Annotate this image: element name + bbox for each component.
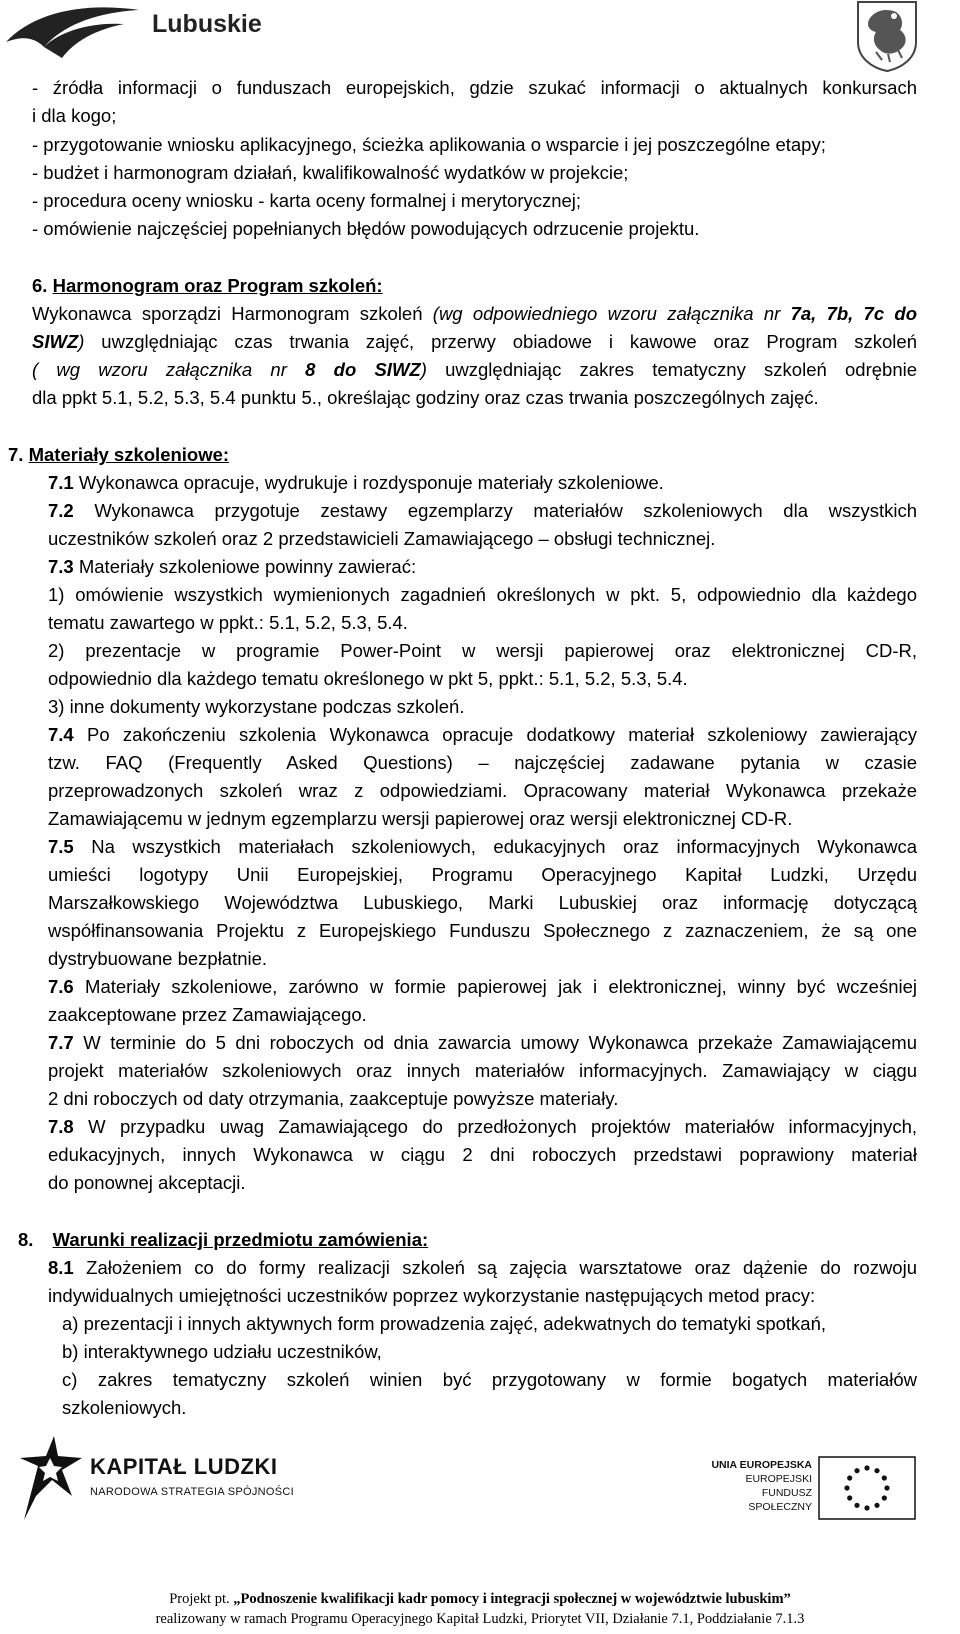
intro-line-1: - źródła informacji o funduszach europejskich, gdzie szukać informacji o aktualnych konkursach	[32, 77, 917, 98]
p7-3-2-line-1: 2) prezentacje w programie Power-Point w wersji papierowej oraz elektronicznej CD-R,	[48, 640, 917, 661]
s6-line-3	[32, 356, 917, 384]
lubuskie-logo	[4, 2, 274, 62]
p7-4-line-1	[48, 721, 917, 749]
text-span: Projekt pt.	[169, 1591, 234, 1607]
text-span: 8 do SIWZ	[305, 359, 421, 380]
kl-title: KAPITAŁ LUDZKI	[90, 1454, 278, 1479]
text-span: ( wg wzoru załącznika nr	[32, 359, 306, 380]
p7-7-line-3: 2 dni roboczych od daty otrzymania, zaakceptuje powyższe materiały.	[48, 1088, 619, 1109]
p7-5-line-4: współfinansowania Projektu z Europejskiego Funduszu Społecznego z zaznaczeniem, że są one	[48, 920, 917, 941]
p8-1-a: a) prezentacji i innych aktywnych form prowadzenia zajęć, adekwatnych do tematyki spotkań,	[62, 1313, 827, 1334]
kapital-ludzki-logo	[16, 1436, 316, 1522]
p8-1-b: b) interaktywnego udziału uczestników,	[62, 1341, 382, 1362]
item-number: 7.5	[48, 836, 74, 857]
s6-line-2	[32, 328, 917, 356]
text-span: „Podnoszenie kwalifikacji kadr pomocy i integracji społecznej w województwie lubuskim”	[233, 1591, 791, 1607]
item-number: 8.1	[48, 1257, 74, 1278]
intro-line-6: - omówienie najczęściej popełnianych błędów powodujących odrzucenie projektu.	[32, 218, 700, 239]
p7-3	[48, 553, 416, 581]
p7-5-line-1	[48, 833, 917, 861]
text-span: W terminie do 5 dni roboczych od dnia zawarcia umowy Wykonawca przekaże Zamawiającemu	[73, 1032, 917, 1053]
s6-line-1	[32, 300, 917, 328]
text-span: Na wszystkich materiałach szkoleniowych, edukacyjnych oraz informacyjnych Wykonawca	[73, 836, 917, 857]
lubuskie-swoosh-icon	[4, 2, 144, 62]
text-span: (wg odpowiedniego wzoru załącznika nr	[432, 303, 791, 324]
p7-4-line-4: Zamawiającemu w jednym egzemplarzu wersji papierowej oraz wersji elektronicznej CD-R.	[48, 808, 793, 829]
eu-line-3: FUNDUSZ SPOŁECZNY	[748, 1487, 812, 1513]
text-span: 7a, 7b, 7c do	[790, 303, 918, 324]
p7-3-2-line-2: odpowiednio dla każdego tematu określonego w pkt 5, ppkt.: 5.1, 5.2, 5.3, 5.4.	[48, 668, 688, 689]
text-span: Wykonawca opracuje, wydrukuje i rozdysponuje materiały szkoleniowe.	[73, 472, 664, 493]
item-number: 7.3	[48, 556, 74, 577]
p7-2-line-2: uczestników szkoleń oraz 2 przedstawicieli Zamawiającego – obsługi technicznej.	[48, 528, 716, 549]
section-7-heading	[8, 441, 229, 469]
eagle-shield-icon	[856, 0, 918, 72]
p7-2-line-1	[48, 497, 917, 525]
p7-4-line-2: tzw. FAQ (Frequently Asked Questions) – najczęściej zadawane pytania w czasie	[48, 752, 917, 773]
project-title-line	[0, 1590, 960, 1608]
intro-line-2: i dla kogo;	[32, 105, 117, 126]
p7-6-line-2: zaakceptowane przez Zamawiającego.	[48, 1004, 367, 1025]
item-number: 7.1	[48, 472, 74, 493]
intro-line-4: - budżet i harmonogram działań, kwalifikowalność wydatków w projekcie;	[32, 162, 629, 183]
eu-logo	[706, 1452, 916, 1516]
p8-1-line-2: indywidualnych umiejętności uczestników poprzez wykorzystanie następujących metod pracy:	[48, 1285, 816, 1306]
text-span: Wykonawca przygotuje zestawy egzemplarzy materiałów szkoleniowych dla wszystkich	[73, 500, 917, 521]
eu-stars-icon	[818, 1456, 916, 1520]
p7-8-line-3: do ponownej akceptacji.	[48, 1172, 246, 1193]
p7-6-line-1	[48, 973, 917, 1001]
p8-1-c-line-2: szkoleniowych.	[62, 1397, 187, 1418]
eu-text	[706, 1458, 812, 1514]
text-span: uwzględniając czas trwania zajęć, przerwy obiadowe i kawowe oraz Program szkoleń	[84, 331, 917, 352]
p7-8-line-1	[48, 1113, 917, 1141]
text-span: )	[420, 359, 427, 380]
item-number: 7.4	[48, 724, 74, 745]
p7-5-line-2: umieści logotypy Unii Europejskiej, Programu Operacyjnego Kapitał Ludzki, Urzędu	[48, 864, 917, 885]
p7-3-1-line-2: tematu zawartego w ppkt.: 5.1, 5.2, 5.3, 5.4.	[48, 612, 408, 633]
text-span: Materiały szkoleniowe, zarówno w formie papierowej jak i elektronicznej, winny być wcześniej	[73, 976, 917, 997]
text-span: Założeniem co do formy realizacji szkoleń są zajęcia warsztatowe oraz dążenie do rozwoju	[73, 1257, 917, 1278]
eu-line-1: UNIA EUROPEJSKA	[711, 1459, 812, 1471]
p7-1	[48, 469, 664, 497]
s6-line-4: dla ppkt 5.1, 5.2, 5.3, 5.4 punktu 5., określając godziny oraz czas trwania poszczególnych zajęć.	[32, 387, 819, 408]
item-number: 7.6	[48, 976, 74, 997]
section-title: Materiały szkoleniowe:	[28, 444, 230, 465]
section-number: 7.	[8, 444, 24, 465]
p8-1-line-1	[48, 1254, 917, 1282]
coat-of-arms	[856, 0, 918, 72]
project-realization-line: realizowany w ramach Programu Operacyjnego Kapitał Ludzki, Priorytet VII, Działanie 7.1, Poddziałanie 7.1.3	[155, 1611, 805, 1627]
p7-5-line-3: Marszałkowskiego Województwa Lubuskiego, Marki Lubuskiej oraz informację dotyczącą	[48, 892, 917, 913]
text-span: Materiały szkoleniowe powinny zawierać:	[73, 556, 417, 577]
text-span: Wykonawca sporządzi Harmonogram szkoleń	[32, 303, 433, 324]
p7-4-line-3: przeprowadzonych szkoleń wraz z odpowiedziami. Opracowany materiał Wykonawca przekaże	[48, 780, 917, 801]
p7-8-line-2: edukacyjnych, innych Wykonawca w ciągu 2 dni roboczych przedstawi poprawiony materiał	[48, 1144, 917, 1165]
section-8-heading	[18, 1226, 428, 1254]
intro-line-3: - przygotowanie wniosku aplikacyjnego, ścieżka aplikowania o wsparcie i jej poszczególne etapy;	[32, 134, 826, 155]
p7-3-3: 3) inne dokumenty wykorzystane podczas szkoleń.	[48, 696, 465, 717]
section-title: Warunki realizacji przedmiotu zamówienia:	[52, 1229, 429, 1250]
p7-5-line-5: dystrybuowane bezpłatnie.	[48, 948, 268, 969]
text-span: )	[78, 331, 85, 352]
text-span: SIWZ	[32, 331, 79, 352]
p7-3-1-line-1: 1) omówienie wszystkich wymienionych zagadnień określonych w pkt. 5, odpowiednio dla każdego	[48, 584, 917, 605]
intro-line-5: - procedura oceny wniosku - karta oceny formalnej i merytorycznej;	[32, 190, 582, 211]
section-number: 8.	[18, 1229, 34, 1250]
brand-name: Lubuskie	[152, 10, 262, 38]
eu-flag	[818, 1456, 916, 1520]
section-number: 6.	[32, 275, 48, 296]
p7-7-line-1	[48, 1029, 917, 1057]
p8-1-c-line-1: c) zakres tematyczny szkoleń winien być przygotowany w formie bogatych materiałów	[62, 1369, 917, 1390]
text-span: uwzględniając zakres tematyczny szkoleń odrębnie	[426, 359, 918, 380]
text-span: Po zakończeniu szkolenia Wykonawca opracuje dodatkowy materiał szkoleniowy zawierający	[73, 724, 917, 745]
eu-line-2: EUROPEJSKI	[745, 1473, 812, 1485]
kl-subtitle: NARODOWA STRATEGIA SPÓJNOŚCI	[90, 1486, 294, 1498]
item-number: 7.7	[48, 1032, 74, 1053]
section-6-heading	[32, 272, 383, 300]
item-number: 7.8	[48, 1116, 74, 1137]
star-figure-icon	[16, 1436, 86, 1522]
p7-7-line-2: projekt materiałów szkoleniowych oraz innych materiałów informacyjnych. Zamawiający w ciągu	[48, 1060, 917, 1081]
text-span: W przypadku uwag Zamawiającego do przedłożonych projektów materiałów informacyjnych,	[73, 1116, 917, 1137]
item-number: 7.2	[48, 500, 74, 521]
section-title: Harmonogram oraz Program szkoleń:	[52, 275, 383, 296]
